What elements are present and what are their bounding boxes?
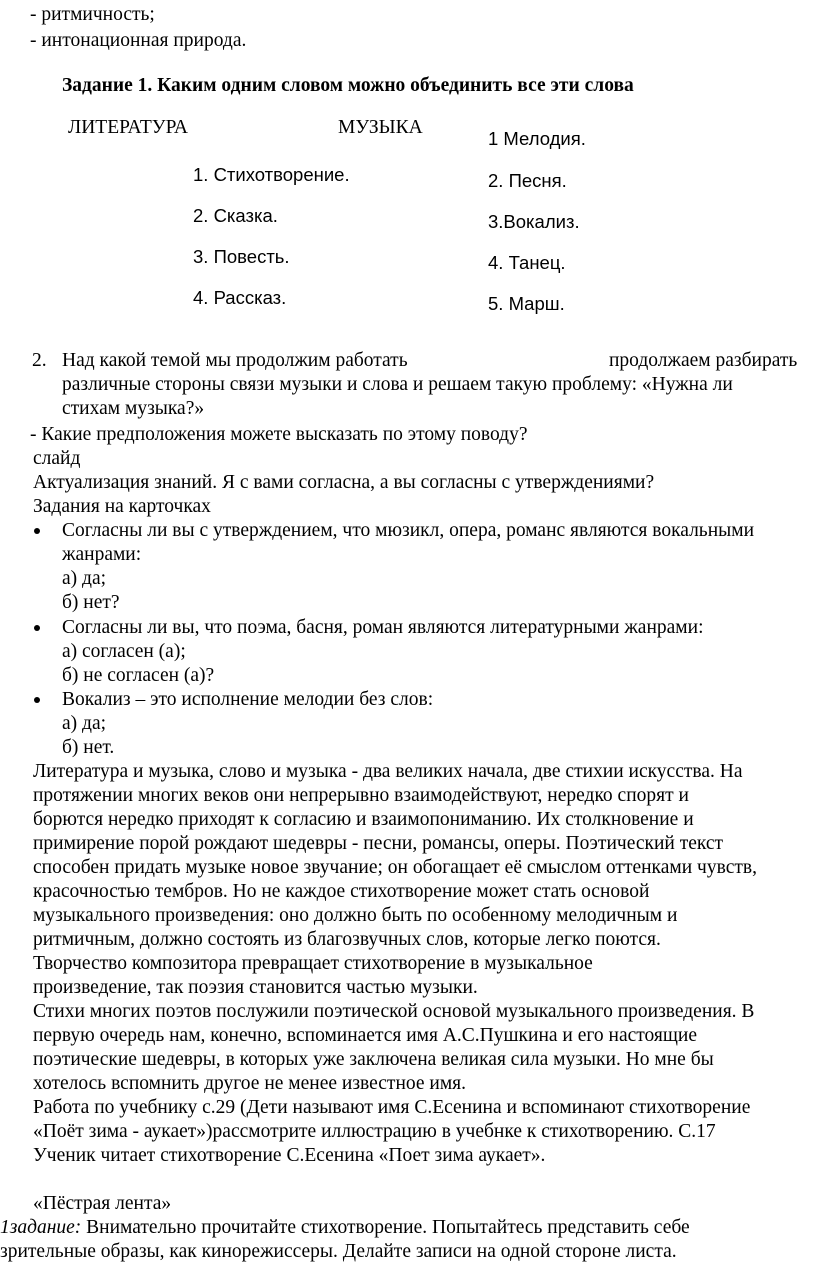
bullet-marker <box>34 528 40 534</box>
paragraph-line: борются нередко приходят к согласию и взаимопониманию. Их столкновение и <box>33 809 694 830</box>
section2-line2: различные стороны связи музыки и слова и решаем такую проблему: «Нужна ли <box>62 374 733 395</box>
paragraph-line: способен придать музыке новое звучание; он обогащает её смыслом оттенками чувств, <box>33 857 757 878</box>
bullet-marker <box>34 625 40 631</box>
music-item: 4. Танец. <box>488 252 566 273</box>
bullet-marker <box>34 697 40 703</box>
paragraph-line: красочностью тембров. Но не каждое стихотворение может стать основой <box>33 881 650 902</box>
paragraph-line: поэтические шедевры, в которых уже заключена великая сила музыки. Но мне бы <box>33 1049 714 1070</box>
music-item: 1 Мелодия. <box>488 128 586 149</box>
bullet-item-text: Вокализ – это исполнение мелодии без слов: <box>62 689 434 710</box>
section2-question: - Какие предположения можете высказать по этому поводу? <box>30 424 528 445</box>
paragraph-line: Ученик читает стихотворение С.Есенина «Поет зима аукает». <box>33 1145 546 1166</box>
paragraph-line: музыкального произведения: оно должно быть по особенному мелодичным и <box>33 905 678 926</box>
bullet-option: б) нет. <box>62 737 115 758</box>
paragraph-line: ритмичным, должно состоять из благозвучных слов, которые легко поются. <box>33 929 661 950</box>
section2-line1-left: Над какой темой мы продолжим работать <box>62 350 408 371</box>
slide-label: слайд <box>33 448 81 469</box>
literature-item: 4. Рассказ. <box>193 287 287 308</box>
column-header-literature: ЛИТЕРАТУРА <box>68 117 188 138</box>
task-last-line2: зрительные образы, как кинорежиссеры. Делайте записи на одной стороне листа. <box>0 1241 677 1262</box>
section2-line3: стихам музыка?» <box>62 398 205 419</box>
paragraph-line: Литература и музыка, слово и музыка - два великих начала, две стихии искусства. На <box>33 761 743 782</box>
task1-title: Задание 1. Каким одним словом можно объединить все эти слова <box>62 75 634 96</box>
paragraph-line: «Поёт зима - аукает»)рассмотрите иллюстрацию в учебнке к стихотворению. С.17 <box>33 1121 716 1142</box>
paragraph-line: хотелось вспомнить другое не менее известное имя. <box>33 1073 467 1094</box>
task-label: 1задание: <box>0 1217 82 1238</box>
music-item: 3.Вокализ. <box>488 211 580 232</box>
intro-item-rhythm: - ритмичность; <box>30 4 155 25</box>
music-item: 5. Марш. <box>488 293 565 314</box>
literature-item: 3. Повесть. <box>193 246 290 267</box>
paragraph-line: произведение, так поэзия становится частью музыки. <box>33 977 478 998</box>
bullet-option: а) согласен (а); <box>62 641 186 662</box>
bullet-item-text: Согласны ли вы, что поэма, басня, роман являются литературными жанрами: <box>62 617 704 638</box>
paragraph-line: протяжении многих веков они непрерывно взаимодействуют, нередко спорят и <box>33 785 689 806</box>
literature-item: 2. Сказка. <box>193 205 278 226</box>
intro-item-intonation: - интонационная природа. <box>30 30 247 51</box>
bullet-option: а) да; <box>62 713 107 734</box>
task-text: Внимательно прочитайте стихотворение. Попытайтесь представить себе <box>81 1217 690 1238</box>
paragraph-line: Стихи многих поэтов послужили поэтической основой музыкального произведения. В <box>33 1001 755 1022</box>
paragraph-line: первую очередь нам, конечно, вспоминается имя А.С.Пушкина и его настоящие <box>33 1025 697 1046</box>
actualization-text: Актуализация знаний. Я с вами согласна, а вы согласны с утверждениями? <box>33 472 655 493</box>
section-number: 2. <box>32 350 47 371</box>
cards-heading: Задания на карточках <box>33 496 211 517</box>
paragraph-line: Творчество композитора превращает стихотворение в музыкальное <box>33 953 593 974</box>
paragraph-line: примирение порой рождают шедевры - песни, романсы, оперы. Поэтический текст <box>33 833 724 854</box>
bullet-item-text: Согласны ли вы с утверждением, что мюзикл, опера, романс являются вокальными <box>62 520 755 541</box>
literature-item: 1. Стихотворение. <box>193 164 350 185</box>
column-header-music: МУЗЫКА <box>338 117 423 138</box>
paragraph-line: Работа по учебнику с.29 (Дети называют имя С.Есенина и вспоминают стихотворение <box>33 1097 751 1118</box>
bullet-item-text: жанрами: <box>62 544 142 565</box>
section2-line1-right: продолжаем разбирать <box>609 350 798 371</box>
music-item: 2. Песня. <box>488 170 567 191</box>
ribbon-heading: «Пёстрая лента» <box>33 1193 172 1214</box>
bullet-option: а) да; <box>62 568 107 589</box>
bullet-option: б) не согласен (а)? <box>62 665 215 686</box>
bullet-option: б) нет? <box>62 592 120 613</box>
task-last-line <box>0 1216 690 1240</box>
